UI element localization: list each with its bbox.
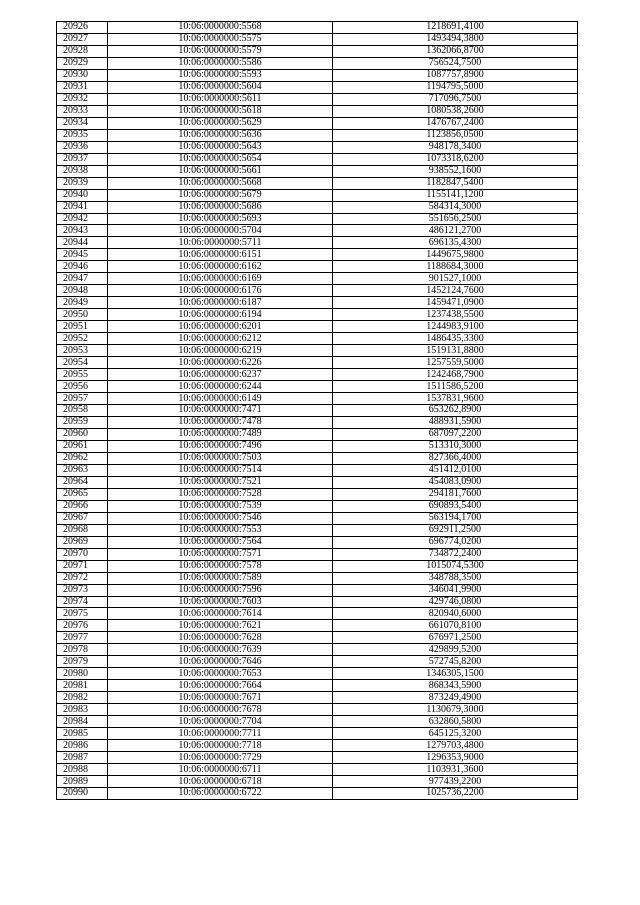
cadastral-number-cell: 10:06:0000000:7564 bbox=[108, 536, 333, 548]
table-row bbox=[57, 428, 578, 440]
value-cell: 1218691,4100 bbox=[333, 22, 578, 34]
table-row bbox=[57, 416, 578, 428]
cadastral-number-cell: 10:06:0000000:7664 bbox=[108, 680, 333, 692]
row-number-cell: 20940 bbox=[57, 189, 108, 201]
row-number-cell: 20979 bbox=[57, 656, 108, 668]
cadastral-number-cell: 10:06:0000000:6244 bbox=[108, 381, 333, 393]
table-row bbox=[57, 788, 578, 800]
row-number-cell: 20961 bbox=[57, 440, 108, 452]
value-cell: 488931,5900 bbox=[333, 416, 578, 428]
cadastral-number-cell: 10:06:0000000:5575 bbox=[108, 33, 333, 45]
value-cell: 690893,5400 bbox=[333, 500, 578, 512]
row-number-cell: 20953 bbox=[57, 345, 108, 357]
cadastral-number-cell: 10:06:0000000:7489 bbox=[108, 428, 333, 440]
value-cell: 572745,8200 bbox=[333, 656, 578, 668]
value-cell: 1073318,6200 bbox=[333, 153, 578, 165]
cadastral-number-cell: 10:06:0000000:6219 bbox=[108, 345, 333, 357]
table-row bbox=[57, 141, 578, 153]
table-row bbox=[57, 393, 578, 405]
row-number-cell: 20930 bbox=[57, 69, 108, 81]
cadastral-number-cell: 10:06:0000000:5611 bbox=[108, 93, 333, 105]
row-number-cell: 20974 bbox=[57, 596, 108, 608]
table-row bbox=[57, 249, 578, 261]
value-cell: 653262,8900 bbox=[333, 405, 578, 417]
row-number-cell: 20948 bbox=[57, 285, 108, 297]
row-number-cell: 20950 bbox=[57, 309, 108, 321]
row-number-cell: 20963 bbox=[57, 464, 108, 476]
row-number-cell: 20933 bbox=[57, 105, 108, 117]
table-row bbox=[57, 93, 578, 105]
value-cell: 1188684,3000 bbox=[333, 261, 578, 273]
table-row bbox=[57, 225, 578, 237]
row-number-cell: 20945 bbox=[57, 249, 108, 261]
table-row bbox=[57, 440, 578, 452]
value-cell: 645125,3200 bbox=[333, 728, 578, 740]
row-number-cell: 20988 bbox=[57, 764, 108, 776]
value-cell: 1244983,9100 bbox=[333, 321, 578, 333]
value-cell: 1511586,5200 bbox=[333, 381, 578, 393]
table-row bbox=[57, 704, 578, 716]
row-number-cell: 20928 bbox=[57, 45, 108, 57]
row-number-cell: 20939 bbox=[57, 177, 108, 189]
cadastral-number-cell: 10:06:0000000:6212 bbox=[108, 333, 333, 345]
cadastral-number-cell: 10:06:0000000:5643 bbox=[108, 141, 333, 153]
table-row bbox=[57, 273, 578, 285]
row-number-cell: 20926 bbox=[57, 22, 108, 34]
row-number-cell: 20944 bbox=[57, 237, 108, 249]
value-cell: 451412,0100 bbox=[333, 464, 578, 476]
table-row bbox=[57, 261, 578, 273]
row-number-cell: 20934 bbox=[57, 117, 108, 129]
cadastral-number-cell: 10:06:0000000:6151 bbox=[108, 249, 333, 261]
value-cell: 1087757,8900 bbox=[333, 69, 578, 81]
value-cell: 676971,2500 bbox=[333, 632, 578, 644]
row-number-cell: 20927 bbox=[57, 33, 108, 45]
cadastral-number-cell: 10:06:0000000:5711 bbox=[108, 237, 333, 249]
row-number-cell: 20969 bbox=[57, 536, 108, 548]
row-number-cell: 20987 bbox=[57, 752, 108, 764]
value-cell: 717096,7500 bbox=[333, 93, 578, 105]
cadastral-number-cell: 10:06:0000000:7571 bbox=[108, 548, 333, 560]
table-row bbox=[57, 189, 578, 201]
table-row bbox=[57, 488, 578, 500]
table-row bbox=[57, 656, 578, 668]
table-row bbox=[57, 464, 578, 476]
table-row bbox=[57, 572, 578, 584]
value-cell: 1130679,3000 bbox=[333, 704, 578, 716]
value-cell: 486121,2700 bbox=[333, 225, 578, 237]
value-cell: 584314,3000 bbox=[333, 201, 578, 213]
table-row bbox=[57, 524, 578, 536]
cadastral-number-cell: 10:06:0000000:5693 bbox=[108, 213, 333, 225]
table-row bbox=[57, 680, 578, 692]
row-number-cell: 20952 bbox=[57, 333, 108, 345]
row-number-cell: 20958 bbox=[57, 405, 108, 417]
row-number-cell: 20976 bbox=[57, 620, 108, 632]
table-row bbox=[57, 297, 578, 309]
cadastral-number-cell: 10:06:0000000:6711 bbox=[108, 764, 333, 776]
cadastral-number-cell: 10:06:0000000:7496 bbox=[108, 440, 333, 452]
row-number-cell: 20938 bbox=[57, 165, 108, 177]
table-row bbox=[57, 333, 578, 345]
table-row bbox=[57, 644, 578, 656]
table-row bbox=[57, 57, 578, 69]
value-cell: 827366,4000 bbox=[333, 452, 578, 464]
value-cell: 756524,7500 bbox=[333, 57, 578, 69]
cadastral-number-cell: 10:06:0000000:6176 bbox=[108, 285, 333, 297]
cadastral-number-cell: 10:06:0000000:7514 bbox=[108, 464, 333, 476]
value-cell: 454083,0900 bbox=[333, 476, 578, 488]
cadastral-number-cell: 10:06:0000000:7596 bbox=[108, 584, 333, 596]
cadastral-number-cell: 10:06:0000000:6237 bbox=[108, 369, 333, 381]
row-number-cell: 20978 bbox=[57, 644, 108, 656]
cadastral-number-cell: 10:06:0000000:5679 bbox=[108, 189, 333, 201]
row-number-cell: 20982 bbox=[57, 692, 108, 704]
table-row bbox=[57, 321, 578, 333]
row-number-cell: 20980 bbox=[57, 668, 108, 680]
value-cell: 294181,7600 bbox=[333, 488, 578, 500]
value-cell: 696774,0200 bbox=[333, 536, 578, 548]
cadastral-number-cell: 10:06:0000000:7478 bbox=[108, 416, 333, 428]
table-row bbox=[57, 237, 578, 249]
row-number-cell: 20970 bbox=[57, 548, 108, 560]
cadastral-number-cell: 10:06:0000000:7639 bbox=[108, 644, 333, 656]
cadastral-value-table bbox=[56, 21, 578, 800]
row-number-cell: 20962 bbox=[57, 452, 108, 464]
cadastral-number-cell: 10:06:0000000:6226 bbox=[108, 357, 333, 369]
cadastral-number-cell: 10:06:0000000:5654 bbox=[108, 153, 333, 165]
table-row bbox=[57, 213, 578, 225]
value-cell: 1237438,5500 bbox=[333, 309, 578, 321]
row-number-cell: 20935 bbox=[57, 129, 108, 141]
value-cell: 820940,6000 bbox=[333, 608, 578, 620]
table-row bbox=[57, 69, 578, 81]
table-row bbox=[57, 45, 578, 57]
cadastral-number-cell: 10:06:0000000:5618 bbox=[108, 105, 333, 117]
table-row bbox=[57, 536, 578, 548]
table-row bbox=[57, 105, 578, 117]
value-cell: 1537831,9600 bbox=[333, 393, 578, 405]
row-number-cell: 20931 bbox=[57, 81, 108, 93]
table-row bbox=[57, 512, 578, 524]
value-cell: 1242468,7900 bbox=[333, 369, 578, 381]
cadastral-number-cell: 10:06:0000000:5604 bbox=[108, 81, 333, 93]
row-number-cell: 20957 bbox=[57, 393, 108, 405]
value-cell: 873249,4900 bbox=[333, 692, 578, 704]
value-cell: 1296353,9000 bbox=[333, 752, 578, 764]
cadastral-number-cell: 10:06:0000000:6194 bbox=[108, 309, 333, 321]
row-number-cell: 20971 bbox=[57, 560, 108, 572]
row-number-cell: 20972 bbox=[57, 572, 108, 584]
value-cell: 692911,2500 bbox=[333, 524, 578, 536]
value-cell: 1476767,2400 bbox=[333, 117, 578, 129]
table-row bbox=[57, 405, 578, 417]
value-cell: 1486435,3300 bbox=[333, 333, 578, 345]
value-cell: 346041,9900 bbox=[333, 584, 578, 596]
value-cell: 1279703,4800 bbox=[333, 740, 578, 752]
row-number-cell: 20951 bbox=[57, 321, 108, 333]
cadastral-number-cell: 10:06:0000000:7603 bbox=[108, 596, 333, 608]
cadastral-number-cell: 10:06:0000000:7704 bbox=[108, 716, 333, 728]
value-cell: 1519131,8800 bbox=[333, 345, 578, 357]
row-number-cell: 20986 bbox=[57, 740, 108, 752]
cadastral-number-cell: 10:06:0000000:7711 bbox=[108, 728, 333, 740]
table-body bbox=[57, 22, 578, 800]
row-number-cell: 20946 bbox=[57, 261, 108, 273]
value-cell: 1103931,3600 bbox=[333, 764, 578, 776]
cadastral-number-cell: 10:06:0000000:7729 bbox=[108, 752, 333, 764]
value-cell: 563194,1700 bbox=[333, 512, 578, 524]
table-row bbox=[57, 560, 578, 572]
cadastral-number-cell: 10:06:0000000:5636 bbox=[108, 129, 333, 141]
cadastral-number-cell: 10:06:0000000:7528 bbox=[108, 488, 333, 500]
cadastral-number-cell: 10:06:0000000:6722 bbox=[108, 788, 333, 800]
cadastral-number-cell: 10:06:0000000:5668 bbox=[108, 177, 333, 189]
cadastral-number-cell: 10:06:0000000:5586 bbox=[108, 57, 333, 69]
table-row bbox=[57, 716, 578, 728]
row-number-cell: 20966 bbox=[57, 500, 108, 512]
table-row bbox=[57, 740, 578, 752]
value-cell: 551656,2500 bbox=[333, 213, 578, 225]
table-row bbox=[57, 177, 578, 189]
value-cell: 1155141,1200 bbox=[333, 189, 578, 201]
cadastral-number-cell: 10:06:0000000:6149 bbox=[108, 393, 333, 405]
row-number-cell: 20984 bbox=[57, 716, 108, 728]
table-row bbox=[57, 692, 578, 704]
row-number-cell: 20943 bbox=[57, 225, 108, 237]
cadastral-number-cell: 10:06:0000000:7553 bbox=[108, 524, 333, 536]
row-number-cell: 20960 bbox=[57, 428, 108, 440]
row-number-cell: 20989 bbox=[57, 776, 108, 788]
table-row bbox=[57, 153, 578, 165]
value-cell: 661070,8100 bbox=[333, 620, 578, 632]
cadastral-number-cell: 10:06:0000000:5629 bbox=[108, 117, 333, 129]
row-number-cell: 20985 bbox=[57, 728, 108, 740]
row-number-cell: 20936 bbox=[57, 141, 108, 153]
value-cell: 687097,2200 bbox=[333, 428, 578, 440]
value-cell: 977439,2200 bbox=[333, 776, 578, 788]
cadastral-number-cell: 10:06:0000000:6718 bbox=[108, 776, 333, 788]
table-row bbox=[57, 369, 578, 381]
value-cell: 632860,5800 bbox=[333, 716, 578, 728]
value-cell: 868343,5900 bbox=[333, 680, 578, 692]
table-row bbox=[57, 632, 578, 644]
table-row bbox=[57, 452, 578, 464]
value-cell: 938552,1600 bbox=[333, 165, 578, 177]
table-row bbox=[57, 201, 578, 213]
row-number-cell: 20932 bbox=[57, 93, 108, 105]
cadastral-number-cell: 10:06:0000000:5661 bbox=[108, 165, 333, 177]
table-row bbox=[57, 548, 578, 560]
cadastral-number-cell: 10:06:0000000:6201 bbox=[108, 321, 333, 333]
row-number-cell: 20947 bbox=[57, 273, 108, 285]
cadastral-number-cell: 10:06:0000000:7678 bbox=[108, 704, 333, 716]
table-row bbox=[57, 381, 578, 393]
cadastral-number-cell: 10:06:0000000:7718 bbox=[108, 740, 333, 752]
row-number-cell: 20973 bbox=[57, 584, 108, 596]
cadastral-number-cell: 10:06:0000000:7671 bbox=[108, 692, 333, 704]
table-row bbox=[57, 620, 578, 632]
row-number-cell: 20977 bbox=[57, 632, 108, 644]
value-cell: 1459471,0900 bbox=[333, 297, 578, 309]
row-number-cell: 20965 bbox=[57, 488, 108, 500]
cadastral-number-cell: 10:06:0000000:5686 bbox=[108, 201, 333, 213]
row-number-cell: 20954 bbox=[57, 357, 108, 369]
row-number-cell: 20964 bbox=[57, 476, 108, 488]
table-row bbox=[57, 165, 578, 177]
value-cell: 734872,2400 bbox=[333, 548, 578, 560]
value-cell: 429746,0800 bbox=[333, 596, 578, 608]
cadastral-number-cell: 10:06:0000000:6169 bbox=[108, 273, 333, 285]
table-row bbox=[57, 728, 578, 740]
value-cell: 1015074,5300 bbox=[333, 560, 578, 572]
value-cell: 696135,4300 bbox=[333, 237, 578, 249]
value-cell: 1452124,7600 bbox=[333, 285, 578, 297]
table-row bbox=[57, 608, 578, 620]
row-number-cell: 20990 bbox=[57, 788, 108, 800]
cadastral-number-cell: 10:06:0000000:5704 bbox=[108, 225, 333, 237]
row-number-cell: 20941 bbox=[57, 201, 108, 213]
value-cell: 1257559,5000 bbox=[333, 357, 578, 369]
row-number-cell: 20956 bbox=[57, 381, 108, 393]
table-row bbox=[57, 752, 578, 764]
table-row bbox=[57, 500, 578, 512]
value-cell: 901527,1000 bbox=[333, 273, 578, 285]
cadastral-number-cell: 10:06:0000000:5579 bbox=[108, 45, 333, 57]
table-row bbox=[57, 117, 578, 129]
value-cell: 1346305,1500 bbox=[333, 668, 578, 680]
row-number-cell: 20949 bbox=[57, 297, 108, 309]
row-number-cell: 20967 bbox=[57, 512, 108, 524]
value-cell: 1493494,3800 bbox=[333, 33, 578, 45]
table-row bbox=[57, 596, 578, 608]
cadastral-number-cell: 10:06:0000000:7621 bbox=[108, 620, 333, 632]
value-cell: 1080538,2600 bbox=[333, 105, 578, 117]
table-row bbox=[57, 285, 578, 297]
table-row bbox=[57, 476, 578, 488]
value-cell: 1182847,5400 bbox=[333, 177, 578, 189]
value-cell: 513310,3000 bbox=[333, 440, 578, 452]
cadastral-number-cell: 10:06:0000000:7578 bbox=[108, 560, 333, 572]
value-cell: 429899,5200 bbox=[333, 644, 578, 656]
cadastral-number-cell: 10:06:0000000:7539 bbox=[108, 500, 333, 512]
cadastral-number-cell: 10:06:0000000:7503 bbox=[108, 452, 333, 464]
cadastral-number-cell: 10:06:0000000:7521 bbox=[108, 476, 333, 488]
row-number-cell: 20955 bbox=[57, 369, 108, 381]
table-row bbox=[57, 345, 578, 357]
cadastral-number-cell: 10:06:0000000:7653 bbox=[108, 668, 333, 680]
row-number-cell: 20981 bbox=[57, 680, 108, 692]
cadastral-number-cell: 10:06:0000000:7614 bbox=[108, 608, 333, 620]
row-number-cell: 20929 bbox=[57, 57, 108, 69]
cadastral-number-cell: 10:06:0000000:7646 bbox=[108, 656, 333, 668]
table-row bbox=[57, 22, 578, 34]
row-number-cell: 20975 bbox=[57, 608, 108, 620]
value-cell: 348788,3500 bbox=[333, 572, 578, 584]
cadastral-number-cell: 10:06:0000000:5568 bbox=[108, 22, 333, 34]
table-row bbox=[57, 584, 578, 596]
cadastral-number-cell: 10:06:0000000:7471 bbox=[108, 405, 333, 417]
value-cell: 1123856,0500 bbox=[333, 129, 578, 141]
table-row bbox=[57, 668, 578, 680]
table-row bbox=[57, 129, 578, 141]
table-row bbox=[57, 309, 578, 321]
table-row bbox=[57, 357, 578, 369]
value-cell: 1194795,5000 bbox=[333, 81, 578, 93]
cadastral-number-cell: 10:06:0000000:6187 bbox=[108, 297, 333, 309]
row-number-cell: 20959 bbox=[57, 416, 108, 428]
cadastral-number-cell: 10:06:0000000:6162 bbox=[108, 261, 333, 273]
row-number-cell: 20942 bbox=[57, 213, 108, 225]
table-row bbox=[57, 81, 578, 93]
value-cell: 1025736,2200 bbox=[333, 788, 578, 800]
cadastral-number-cell: 10:06:0000000:7546 bbox=[108, 512, 333, 524]
value-cell: 1362066,8700 bbox=[333, 45, 578, 57]
value-cell: 948178,3400 bbox=[333, 141, 578, 153]
cadastral-number-cell: 10:06:0000000:7628 bbox=[108, 632, 333, 644]
value-cell: 1449675,9800 bbox=[333, 249, 578, 261]
cadastral-number-cell: 10:06:0000000:7589 bbox=[108, 572, 333, 584]
row-number-cell: 20983 bbox=[57, 704, 108, 716]
table-row bbox=[57, 764, 578, 776]
cadastral-number-cell: 10:06:0000000:5593 bbox=[108, 69, 333, 81]
table-row bbox=[57, 776, 578, 788]
row-number-cell: 20937 bbox=[57, 153, 108, 165]
table-row bbox=[57, 33, 578, 45]
row-number-cell: 20968 bbox=[57, 524, 108, 536]
